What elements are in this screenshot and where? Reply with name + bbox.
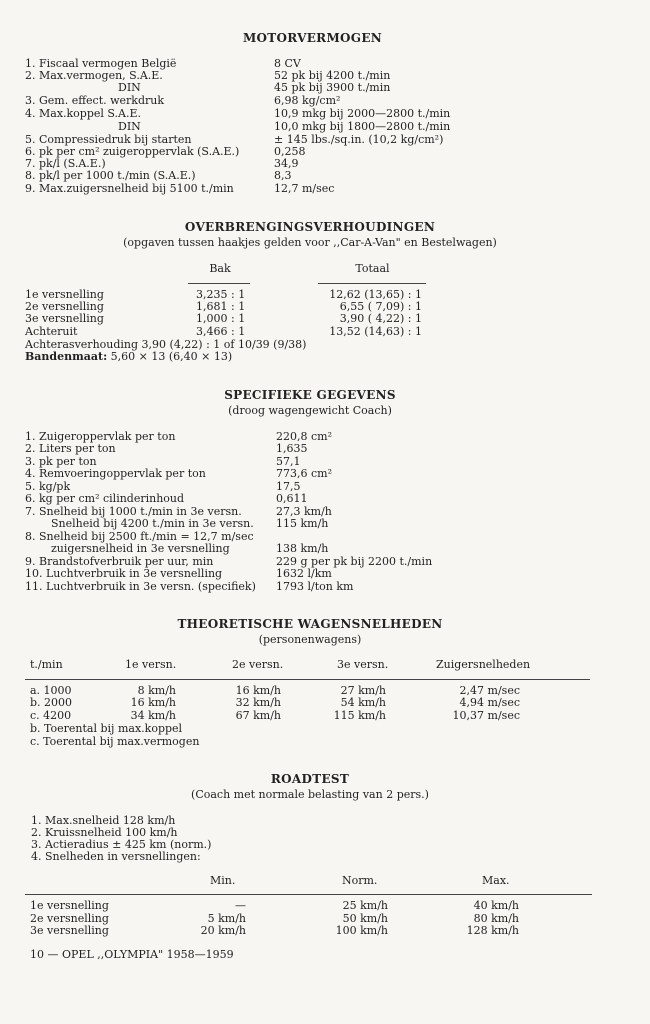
motor-row-label: 9. Max.zuigersnelheid bij 5100 t./min [25, 182, 234, 195]
motor-row-value: ± 145 lbs./sq.in. (10,2 kg/cm²) [274, 133, 444, 146]
roadtest-title: ROADTEST [270, 772, 350, 786]
motor-row-value: 12,7 m/sec [274, 182, 335, 195]
specific-row-value: 229 g per pk bij 2200 t./min [276, 555, 433, 568]
roadtest-header: Max. [482, 874, 510, 887]
specific-subtitle: (droog wagengewicht Coach) [228, 404, 392, 417]
roadtest-cell: — [235, 899, 246, 912]
motor-row-label: 8. pk/l per 1000 t./min (S.A.E.) [25, 169, 196, 182]
roadtest-cell: 80 km/h [473, 912, 519, 925]
theoretical-note: c. Toerental bij max.vermogen [30, 735, 200, 748]
gearing-bak-rule [188, 283, 250, 284]
specific-row-value: 0,611 [276, 492, 308, 505]
specific-row-label: 9. Brandstofverbruik per uur, min [25, 555, 214, 568]
theoretical-header: Zuigersnelheden [436, 658, 531, 671]
motor-row-value: 10,9 mkg bij 2000—2800 t./min [274, 107, 451, 120]
motor-row-label: 1. Fiscaal vermogen België [25, 57, 177, 70]
theoretical-cell: b. 2000 [30, 696, 73, 709]
theoretical-cell: 4,94 m/sec [459, 696, 520, 709]
motor-row-label: 4. Max.koppel S.A.E. [25, 107, 142, 120]
specific-row-label: 11. Luchtverbruik in 3e versn. (specifiek) [25, 580, 256, 593]
roadtest-cell: 1e versnelling [30, 899, 109, 912]
gearing-row-label: 2e versnelling [25, 300, 104, 313]
specific-row-value: 115 km/h [276, 517, 329, 530]
roadtest-cell: 20 km/h [200, 924, 246, 937]
gearing-achteras: Achterasverhouding 3,90 (4,22) : 1 of 10/39 (9/38) [25, 338, 307, 351]
roadtest-header-rule [25, 894, 592, 895]
roadtest-cell: 128 km/h [466, 924, 519, 937]
specific-row-value: 17,5 [276, 480, 301, 493]
roadtest-cell: 100 km/h [335, 924, 388, 937]
theoretical-subtitle: (personenwagens) [258, 633, 362, 646]
motor-row-value: 52 pk bij 4200 t./min [274, 69, 391, 82]
specific-row-label: 2. Liters per ton [25, 442, 116, 455]
gearing-row-totaal: 12,62 (13,65) : 1 [329, 288, 422, 301]
theoretical-header: 2e versn. [232, 658, 284, 671]
specific-row-value: 773,6 cm² [276, 467, 332, 480]
specific-row-label: 6. kg per cm² cilinderinhoud [25, 492, 185, 505]
gearing-row-totaal: 6,55 ( 7,09) : 1 [339, 300, 422, 313]
motor-row-value: 0,258 [274, 145, 306, 158]
specific-row-label: 8. Snelheid bij 2500 ft./min = 12,7 m/sec [25, 530, 254, 543]
motor-title: MOTORVERMOGEN [242, 31, 383, 45]
roadtest-cell: 3e versnelling [30, 924, 109, 937]
gearing-col-totaal: Totaal [355, 262, 390, 275]
specific-row-value: 1632 l/km [276, 567, 332, 580]
roadtest-item: 4. Snelheden in versnellingen: [31, 850, 201, 863]
theoretical-header-rule [25, 679, 590, 680]
gearing-banden [25, 351, 232, 364]
specific-row-value: 1793 l/ton km [276, 580, 354, 593]
roadtest-cell: 5 km/h [207, 912, 246, 925]
motor-row-label: DIN [118, 120, 141, 133]
roadtest-subtitle: (Coach met normale belasting van 2 pers.) [191, 788, 429, 801]
motor-row-label: 7. pk/l (S.A.E.) [25, 157, 106, 170]
theoretical-header: t./min [30, 658, 63, 671]
motor-row-label: DIN [118, 81, 141, 94]
specific-row-value: 27,3 km/h [276, 505, 332, 518]
specific-row-label: 1. Zuigeroppervlak per ton [25, 430, 176, 443]
specific-row-label: 4. Remvoeringoppervlak per ton [25, 467, 206, 480]
specific-title: SPECIFIEKE GEGEVENS [224, 388, 396, 402]
motor-row-label: 3. Gem. effect. werkdruk [25, 94, 165, 107]
theoretical-cell: 16 km/h [130, 696, 176, 709]
gearing-row-label: 3e versnelling [25, 312, 104, 325]
roadtest-item: 1. Max.snelheid 128 km/h [31, 814, 176, 827]
gearing-subtitle: (opgaven tussen haakjes gelden voor ,,Car-A-Van" en Bestelwagen) [123, 236, 497, 249]
motor-row-label: 6. pk per cm² zuigeroppervlak (S.A.E.) [25, 145, 240, 158]
page-footer: 10 — OPEL ,,OLYMPIA" 1958—1959 [30, 948, 234, 961]
specific-row-value: 57,1 [276, 455, 301, 468]
specific-row-value: 220,8 cm² [276, 430, 332, 443]
specific-row-label: 10. Luchtverbruik in 3e versnelling [25, 567, 223, 580]
theoretical-cell: 34 km/h [130, 709, 176, 722]
motor-row-label: 5. Compressiedruk bij starten [25, 133, 192, 146]
motor-row-label: 2. Max.vermogen, S.A.E. [25, 69, 163, 82]
roadtest-header: Norm. [342, 874, 378, 887]
theoretical-title: THEORETISCHE WAGENSNELHEDEN [177, 617, 443, 631]
motor-row-value: 34,9 [274, 157, 299, 170]
gearing-row-totaal: 3,90 ( 4,22) : 1 [339, 312, 422, 325]
gearing-row-label: 1e versnelling [25, 288, 104, 301]
roadtest-cell: 25 km/h [342, 899, 388, 912]
gearing-row-bak: 3,235 : 1 [196, 288, 246, 301]
theoretical-cell: 115 km/h [333, 709, 386, 722]
theoretical-header: 3e versn. [337, 658, 389, 671]
theoretical-header: 1e versn. [125, 658, 177, 671]
roadtest-header: Min. [210, 874, 236, 887]
theoretical-cell: 54 km/h [340, 696, 386, 709]
theoretical-cell: 32 km/h [235, 696, 281, 709]
theoretical-cell: 67 km/h [235, 709, 281, 722]
roadtest-cell: 40 km/h [473, 899, 519, 912]
roadtest-item: 3. Actieradius ± 425 km (norm.) [31, 838, 212, 851]
gearing-row-bak: 3,466 : 1 [196, 325, 246, 338]
gearing-totaal-rule [318, 283, 426, 284]
gearing-row-totaal: 13,52 (14,63) : 1 [329, 325, 422, 338]
gearing-row-label: Achteruit [25, 325, 78, 338]
theoretical-cell: 16 km/h [235, 684, 281, 697]
gearing-row-bak: 1,681 : 1 [196, 300, 246, 313]
banden-value: 5,60 × 13 (6,40 × 13) [110, 350, 233, 363]
specific-row-label: 3. pk per ton [25, 455, 97, 468]
motor-row-value: 8 CV [274, 57, 301, 70]
gearing-title: OVERBRENGINGSVERHOUDINGEN [184, 220, 436, 234]
specific-row-label: 7. Snelheid bij 1000 t./min in 3e versn. [25, 505, 242, 518]
motor-row-value: 6,98 kg/cm² [274, 94, 341, 107]
theoretical-cell: 2,47 m/sec [459, 684, 520, 697]
theoretical-cell: a. 1000 [30, 684, 72, 697]
specific-row-value: 138 km/h [276, 542, 329, 555]
roadtest-cell: 50 km/h [342, 912, 388, 925]
roadtest-item: 2. Kruissnelheid 100 km/h [31, 826, 178, 839]
theoretical-cell: 10,37 m/sec [452, 709, 520, 722]
specific-row-label: Snelheid bij 4200 t./min in 3e versn. [51, 517, 254, 530]
theoretical-cell: c. 4200 [30, 709, 72, 722]
theoretical-note: b. Toerental bij max.koppel [30, 722, 183, 735]
specific-row-label: zuigersnelheid in 3e versnelling [51, 542, 230, 555]
banden-label: Bandenmaat: [25, 350, 108, 363]
motor-row-value: 45 pk bij 3900 t./min [274, 81, 391, 94]
roadtest-cell: 2e versnelling [30, 912, 109, 925]
specific-row-label: 5. kg/pk [25, 480, 71, 493]
gearing-col-bak: Bak [209, 262, 231, 275]
gearing-row-bak: 1,000 : 1 [196, 312, 246, 325]
theoretical-cell: 27 km/h [340, 684, 386, 697]
motor-row-value: 10,0 mkg bij 1800—2800 t./min [274, 120, 451, 133]
specific-row-value: 1,635 [276, 442, 308, 455]
theoretical-cell: 8 km/h [137, 684, 176, 697]
motor-row-value: 8,3 [274, 169, 292, 182]
